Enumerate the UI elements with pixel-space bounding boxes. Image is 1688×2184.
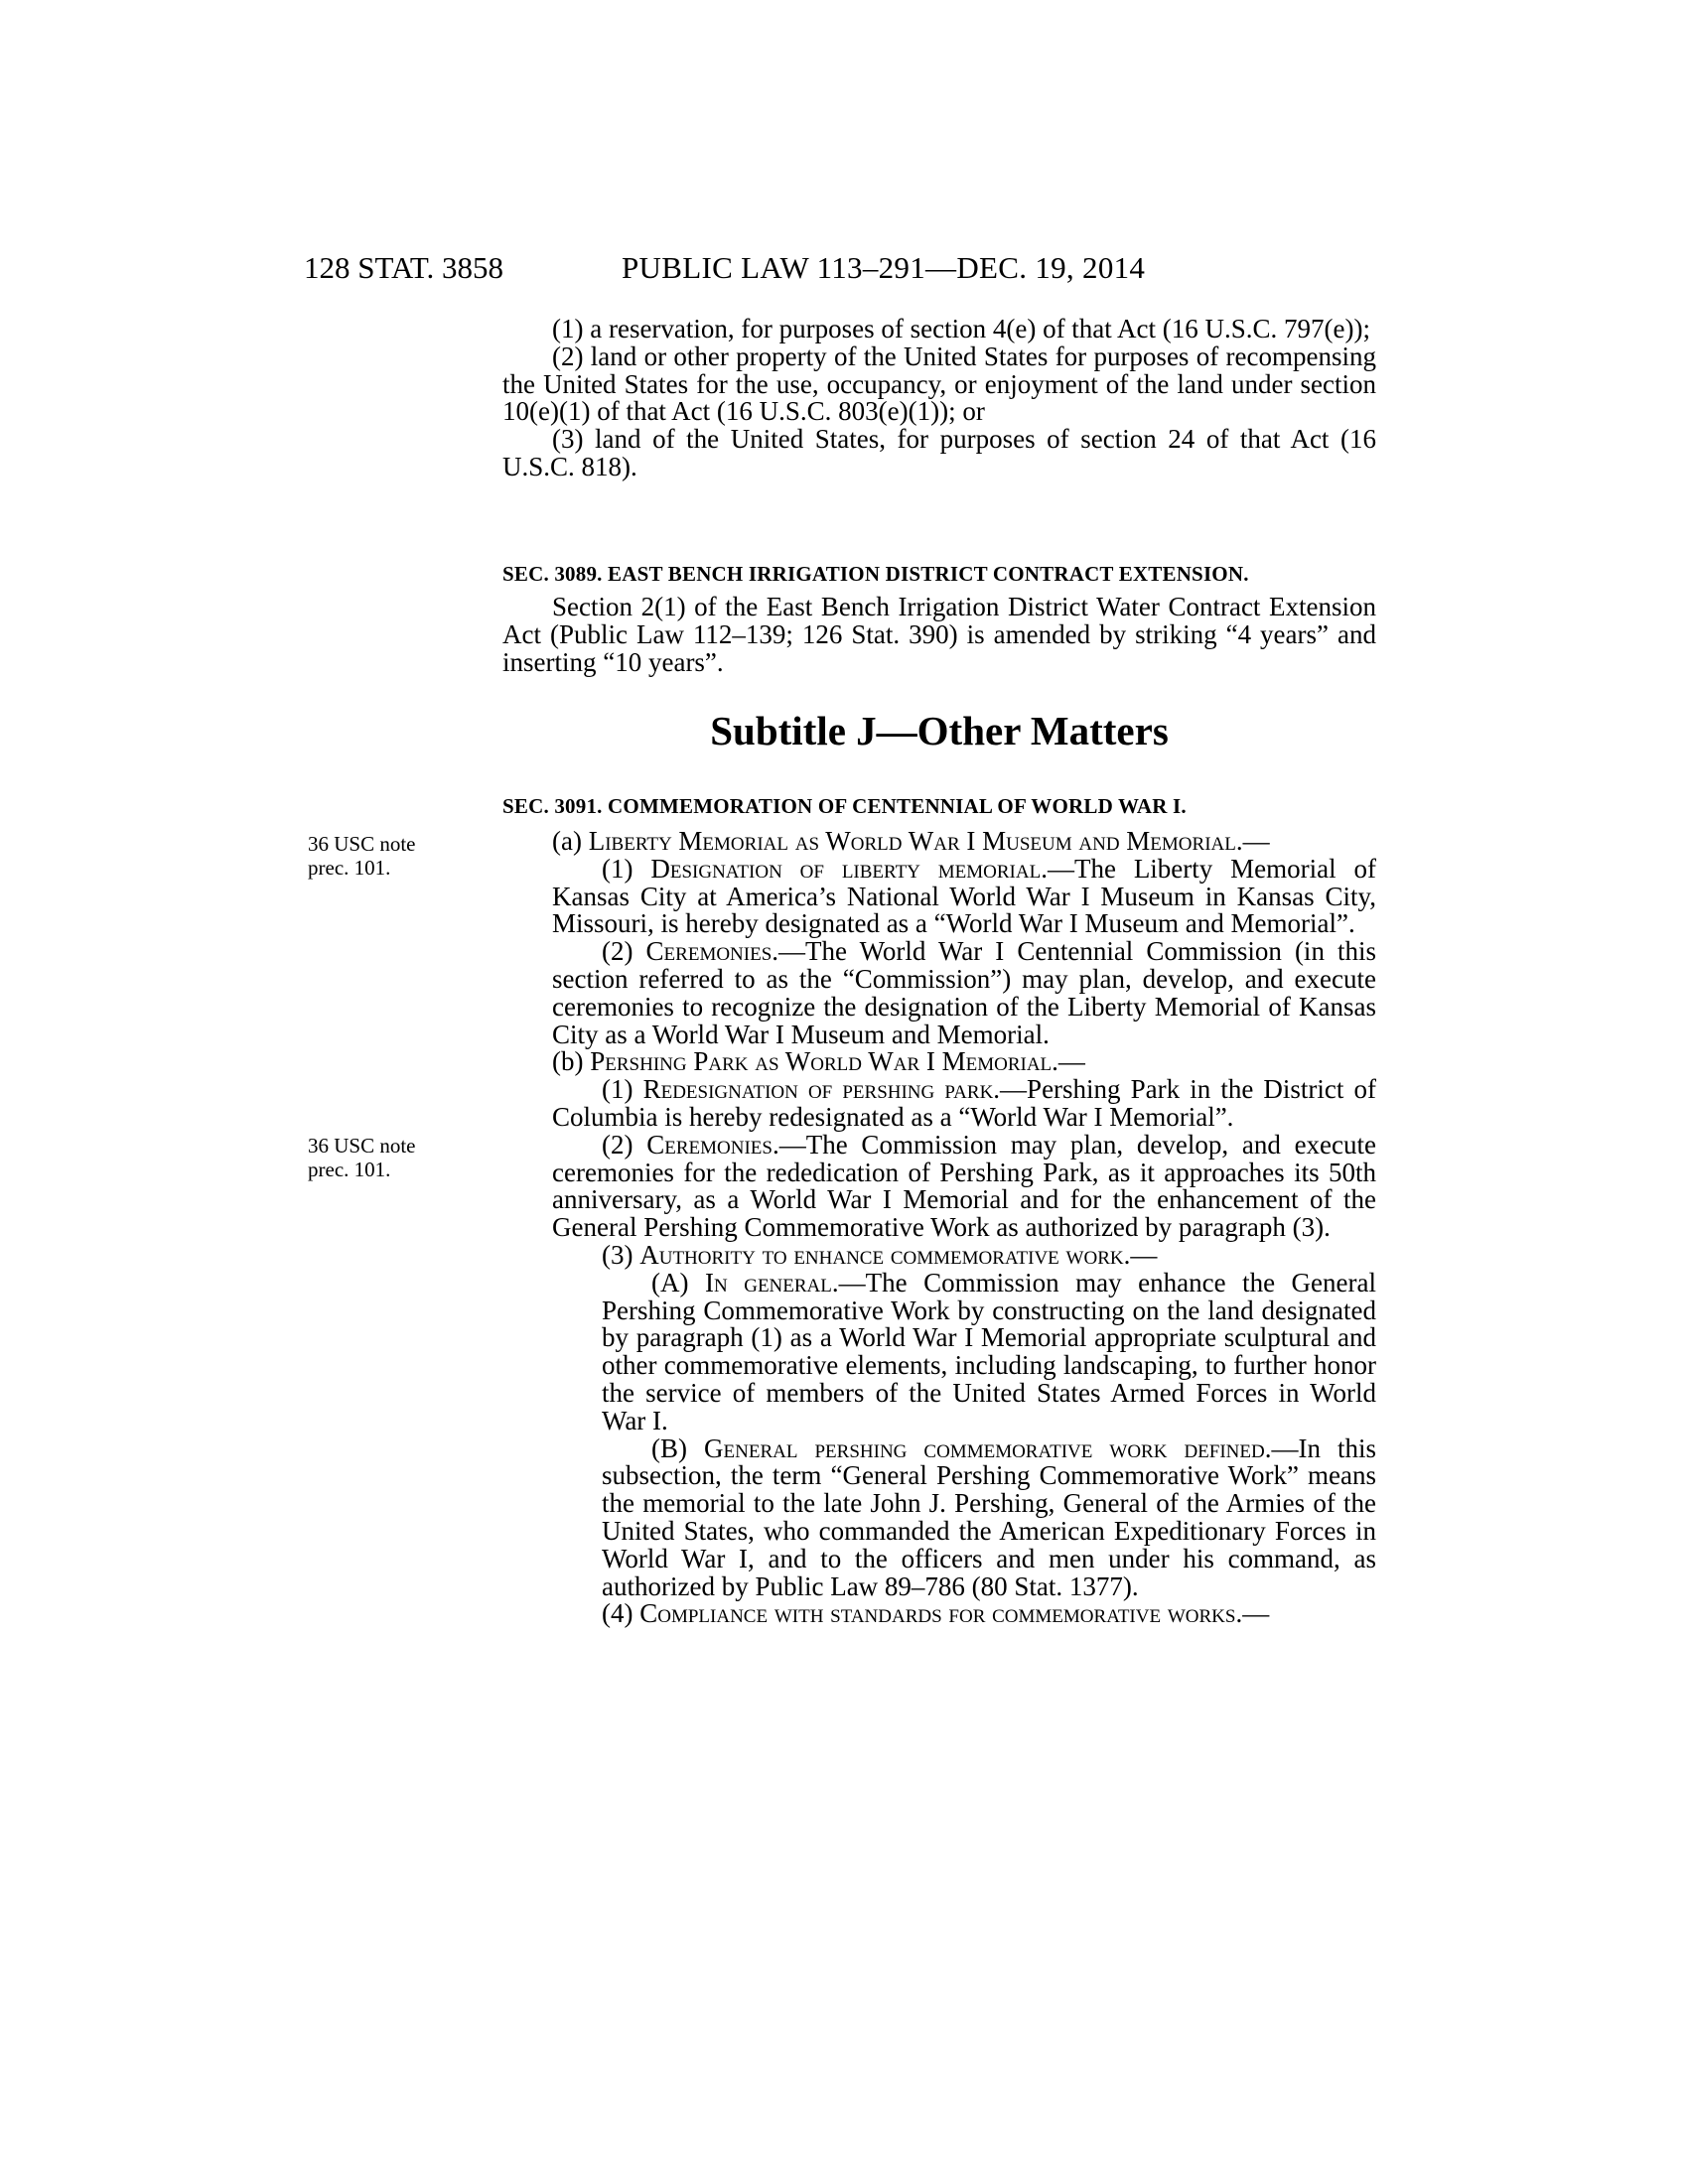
sec-3089-text: Section 2(1) of the East Bench Irrigation District Water Contract Extension Act (Public Law 112–139; 126 Stat. 390) is amended by striking “4 years” and inserting “10 years”. [502, 592, 1376, 677]
paragraph-b3-heading: (3) Authority to enhance commemorative work.— [602, 1239, 1158, 1270]
margin-note-b [308, 1134, 467, 1181]
paragraph-2: (2) land or other property of the United States for purposes of recompensing the United States for the use, occupancy, or enjoyment of the land under section 10(e)(1) of that Act (16 U.S.C. 803(e)(1)); or [502, 341, 1376, 427]
public-law-title: PUBLIC LAW 113–291—DEC. 19, 2014 [622, 250, 1146, 285]
sec-3091-heading: SEC. 3091. COMMEMORATION OF CENTENNIAL OF WORLD WAR I. [502, 794, 1187, 818]
paragraph-b2: (2) Ceremonies.—The Commission may plan, develop, and execute ceremonies for the rededication of Pershing Park, as it approaches its 50th anniversary, as a World War I Memorial and for the enhancement of the General Pershing Commemorative Work as authorized by paragraph (3). [552, 1129, 1377, 1243]
margin-note-a [308, 832, 467, 880]
margin-note-b-line2: prec. 101. [308, 1158, 391, 1181]
paragraph-a1: (1) Designation of liberty memorial.—The Liberty Memorial of Kansas City at America’s National World War I Museum in Kansas City, Missouri, is hereby designated as a “World War I Museum and Memorial”. [552, 853, 1376, 939]
margin-note-a-line2: prec. 101. [308, 856, 391, 880]
subparagraph-b3a: (A) In general.—The Commission may enhance the General Pershing Commemorative Work by constructing on the land designated by paragraph (1) as a World War I Memorial appropriate sculptural and other commemorative elements, including landscaping, to further honor the service of members of the United States Armed Forces in World War I. [602, 1267, 1377, 1435]
paragraph-3: (3) land of the United States, for purposes of section 24 of that Act (16 U.S.C. 818). [502, 424, 1376, 481]
subsection-a-heading: (a) Liberty Memorial as World War I Museum and Memorial.— [552, 826, 1270, 856]
top-paragraphs [502, 316, 1376, 481]
paragraph-a2: (2) Ceremonies.—The World War I Centennial Commission (in this section referred to as the “Commission”) may plan, develop, and execute ceremonies to recognize the designation of the Liberty Memorial of Kansas City as a World War I Museum and Memorial. [552, 936, 1377, 1049]
paragraph-b4-heading: (4) Compliance with standards for commemorative works.— [602, 1598, 1270, 1629]
subparagraph-b3b: (B) General pershing commemorative work defined.—In this subsection, the term “General Pershing Commemorative Work” means the memorial to the late John J. Pershing, General of the Armies of the United States, who commanded the American Expeditionary Forces in World War I, and to the officers and men under his command, as authorized by Public Law 89–786 (80 Stat. 1377). [602, 1433, 1377, 1601]
subtitle-heading: Subtitle J—Other Matters [710, 708, 1169, 753]
subsection-b-heading: (b) Pershing Park as World War I Memorial.— [552, 1046, 1085, 1077]
page-header [304, 250, 1376, 290]
sec-3091-body [502, 828, 1376, 1628]
sec-3089-body [502, 594, 1376, 676]
paragraph-1: (1) a reservation, for purposes of section 4(e) of that Act (16 U.S.C. 797(e)); [552, 314, 1371, 343]
sec-3089-heading: SEC. 3089. EAST BENCH IRRIGATION DISTRICT CONTRACT EXTENSION. [502, 562, 1249, 586]
margin-note-b-line1: 36 USC note [308, 1134, 416, 1158]
paragraph-b1: (1) Redesignation of pershing park.—Pershing Park in the District of Columbia is hereby redesignated as a “World War I Memorial”. [552, 1074, 1376, 1132]
margin-note-a-line1: 36 USC note [308, 832, 416, 856]
stat-reference: 128 STAT. 3858 [304, 250, 504, 285]
